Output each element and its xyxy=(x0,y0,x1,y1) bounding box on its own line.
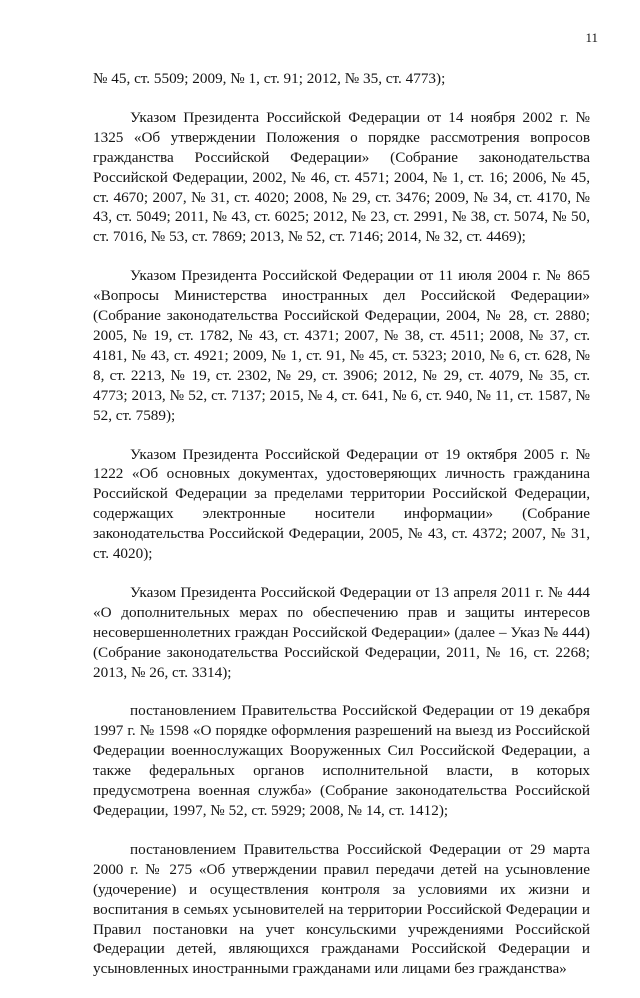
page-number: 11 xyxy=(585,30,598,45)
paragraph-decree-865: Указом Президента Российской Федерации от 11 июля 2004 г. № 865 «Вопросы Министерства иностранных дел Российской Федерации» (Собрание законодательства Российской Федерации, 2004, № 28, ст. 2880; 2005, № 19, ст. 1782, № 43, ст. 4371; 2007, № 38, ст. 4511; 2008, № 37, ст. 4181, № 43, ст. 4921; 2009, № 1, ст. 91, № 45, ст. 5323; 2010, № 6, ст. 628, № 8, ст. 2213, № 19, ст. 2302, № 29, ст. 3906; 2012, № 29, ст. 4079, № 35, ст. 4773; 2013, № 52, ст. 7137; 2015, № 4, ст. 641, № 6, ст. 940, № 11, ст. 1587, № 52, ст. 7589); xyxy=(93,267,590,424)
document-body xyxy=(93,69,590,998)
paragraph-continuation: № 45, ст. 5509; 2009, № 1, ст. 91; 2012, № 35, ст. 4773); xyxy=(93,70,446,87)
paragraph-decree-1222: Указом Президента Российской Федерации от 19 октября 2005 г. № 1222 «Об основных документах, удостоверяющих личность гражданина Российской Федерации за пределами территории Российской Федерации, содержащих электронные носители информации» (Собрание законодательства Российской Федерации, 2005, № 43, ст. 4372; 2007, № 31, ст. 4020); xyxy=(93,445,590,563)
paragraph-decree-1325: Указом Президента Российской Федерации от 14 ноября 2002 г. № 1325 «Об утверждении Положения о порядке рассмотрения вопросов гражданства Российской Федерации» (Собрание законодательства Российской Федерации, 2002, № 46, ст. 4571; 2004, № 1, ст. 16; 2006, № 45, ст. 4670; 2007, № 31, ст. 4020; 2008, № 29, ст. 3476; 2009, № 34, ст. 4170, № 43, ст. 5049; 2011, № 43, ст. 6025; 2012, № 23, ст. 2991, № 38, ст. 5074, № 50, ст. 7016, № 53, ст. 7869; 2013, № 52, ст. 7146; 2014, № 32, ст. 4469); xyxy=(93,108,590,246)
paragraph-resolution-275: постановлением Правительства Российской Федерации от 29 марта 2000 г. № 275 «Об утверждении правил передачи детей на усыновление (удочерение) и осуществления контроля за условиями их жизни и воспитания в семьях усыновителей на территории Российской Федерации и Правил постановки на учет консульскими учреждениями Российской Федерации детей, являющихся гражданами Российской Федерации и усыновленных иностранными гражданами или лицами без гражданства» xyxy=(93,840,590,978)
paragraph-decree-444: Указом Президента Российской Федерации от 13 апреля 2011 г. № 444 «О дополнительных мерах по обеспечению прав и защиты интересов несовершеннолетних граждан Российской Федерации» (далее – Указ № 444) (Собрание законодательства Российской Федерации, 2011, № 16, ст. 2268; 2013, № 26, ст. 3314); xyxy=(93,583,590,681)
paragraph-resolution-1598: постановлением Правительства Российской Федерации от 19 декабря 1997 г. № 1598 «О порядке оформления разрешений на выезд из Российской Федерации военнослужащих Вооруженных Сил Российской Федерации, а также федеральных органов исполнительной власти, в которых предусмотрена военная служба» (Собрание законодательства Российской Федерации, 1997, № 52, ст. 5929; 2008, № 14, ст. 1412); xyxy=(93,702,590,819)
